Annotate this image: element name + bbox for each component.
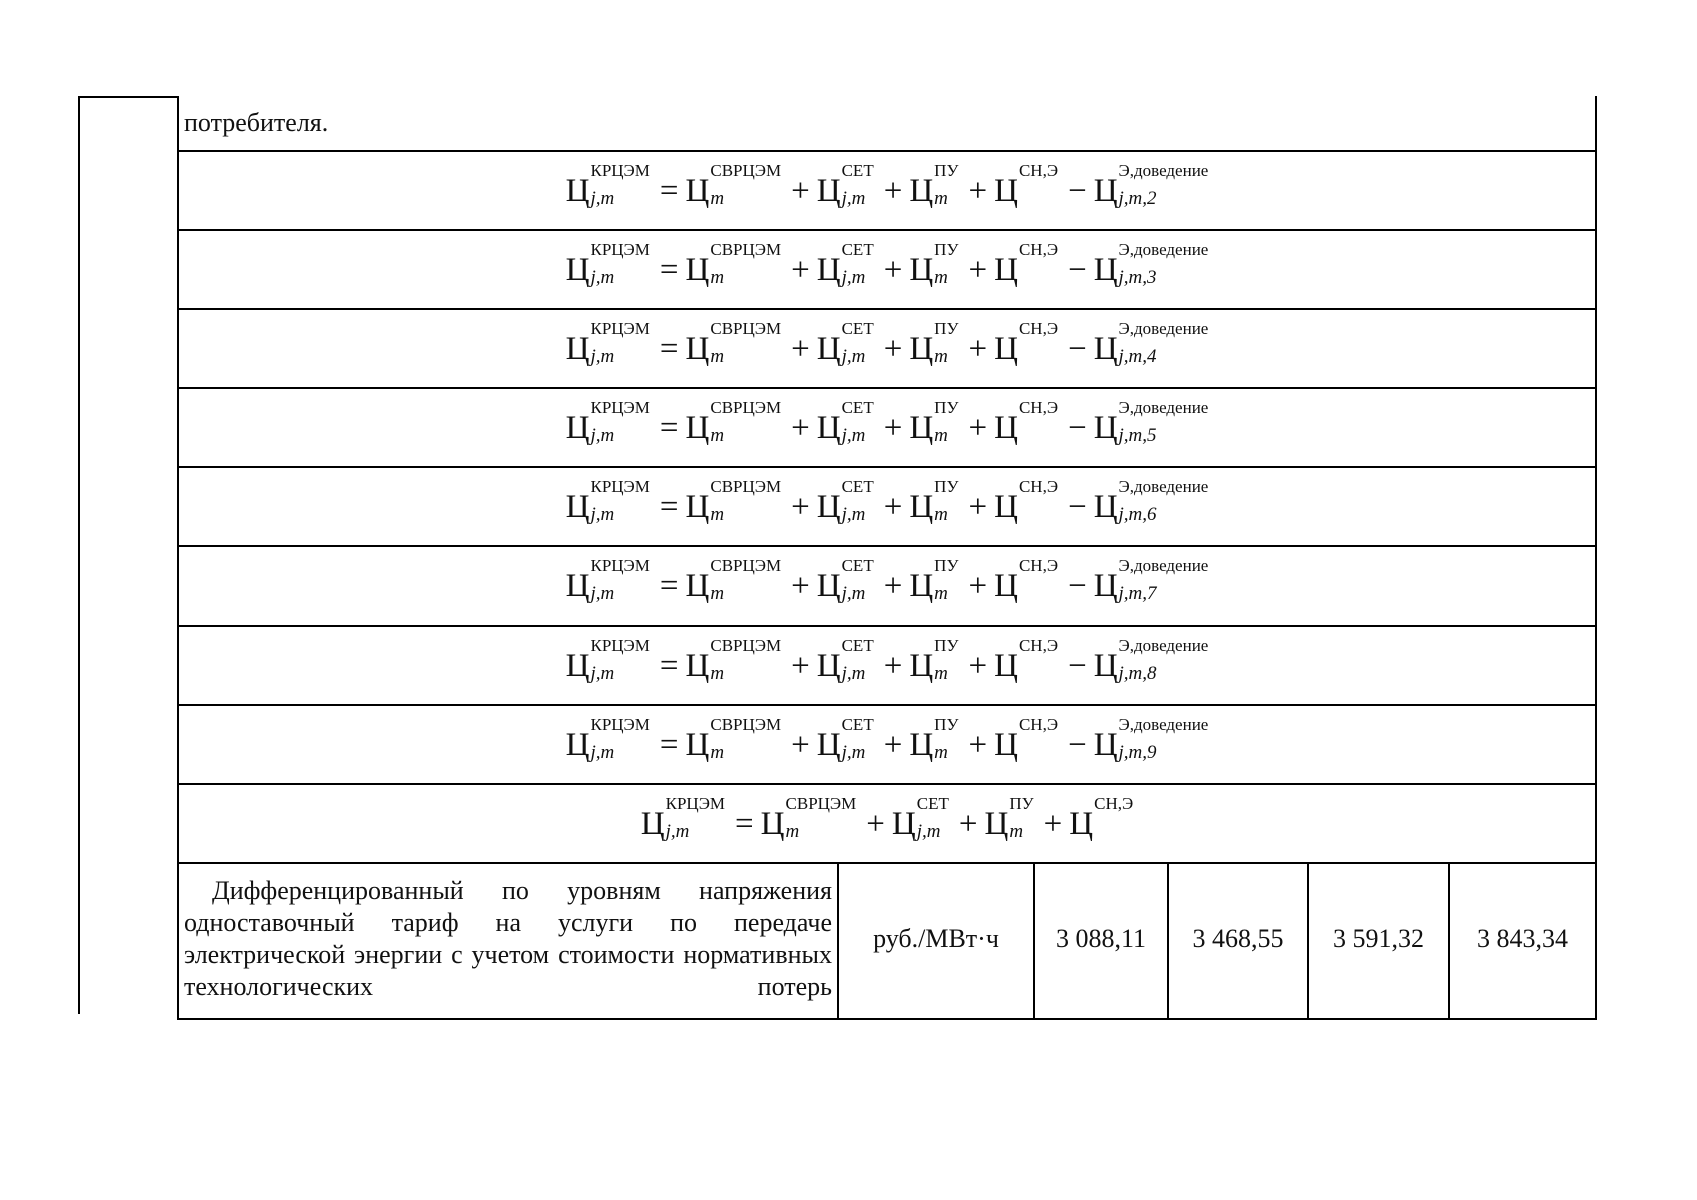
tariff-description: Дифференцированный по уровням напряжения одноставочный тариф на услуги по передаче электрической энергии с учетом стоимости нормативных технологических потерь xyxy=(184,876,832,1001)
formula-row xyxy=(178,705,1596,785)
formula-row xyxy=(178,467,1596,547)
formula-row xyxy=(178,309,1596,389)
formula: Ц КРЦЭМ j,m = Ц СВРЦЭМ m + Ц СЕТ j,m + Ц ПУ m + Ц СН,Э − Ц Э,доведение j,m,5 xyxy=(565,398,1209,446)
value-cell: 3 843,34 xyxy=(1477,924,1568,953)
formula-row xyxy=(178,388,1596,468)
formula: Ц КРЦЭМ j,m = Ц СВРЦЭМ m + Ц СЕТ j,m + Ц ПУ m + Ц СН,Э − Ц Э,доведение j,m,3 xyxy=(565,240,1209,288)
formula: Ц КРЦЭМ j,m = Ц СВРЦЭМ m + Ц СЕТ j,m + Ц ПУ m + Ц СН,Э − Ц Э,доведение j,m,6 xyxy=(565,477,1209,525)
value-cell: 3 088,11 xyxy=(1055,924,1147,953)
formula-row xyxy=(178,151,1596,231)
formula-row xyxy=(178,230,1596,310)
formula: Ц КРЦЭМ j,m = Ц СВРЦЭМ m + Ц СЕТ j,m + Ц ПУ m + Ц СН,Э − Ц Э,доведение j,m,7 xyxy=(565,556,1209,604)
formula: Ц КРЦЭМ j,m = Ц СВРЦЭМ m + Ц СЕТ j,m + Ц ПУ m + Ц СН,Э − Ц Э,доведение j,m,4 xyxy=(565,319,1209,367)
top-border-first-column xyxy=(78,96,178,98)
formula: Ц КРЦЭМ j,m = Ц СВРЦЭМ m + Ц СЕТ j,m + Ц ПУ m + Ц СН,Э − Ц Э,доведение j,m,2 xyxy=(565,161,1209,209)
formula-row xyxy=(178,546,1596,626)
top-text: потребителя. xyxy=(184,108,329,137)
value-cell: 3 591,32 xyxy=(1333,924,1424,953)
value-cell: 3 468,55 xyxy=(1192,924,1284,953)
unit-cell: руб./МВт·ч xyxy=(873,924,999,953)
formula: Ц КРЦЭМ j,m = Ц СВРЦЭМ m + Ц СЕТ j,m + Ц ПУ m + Ц СН,Э − Ц Э,доведение j,m,9 xyxy=(565,715,1209,763)
formula: Ц КРЦЭМ j,m = Ц СВРЦЭМ m + Ц СЕТ j,m + Ц ПУ m + Ц СН,Э − Ц Э,доведение j,m,8 xyxy=(565,636,1209,684)
left-border-outer xyxy=(78,96,80,1014)
table-bottom-border xyxy=(177,1018,1597,1020)
formula-row-base xyxy=(178,784,1596,864)
formula-row xyxy=(178,626,1596,706)
formula: Ц КРЦЭМ j,m = Ц СВРЦЭМ m + Ц СЕТ j,m + Ц ПУ m + Ц СН,Э xyxy=(640,794,1134,842)
